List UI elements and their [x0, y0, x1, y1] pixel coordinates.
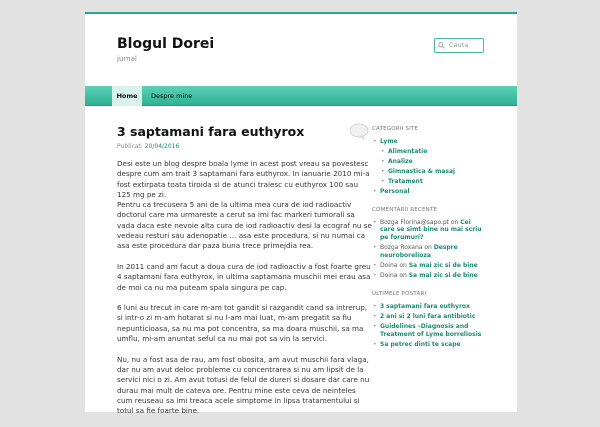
site-description: jurnal: [117, 55, 137, 63]
post-meta: [117, 143, 373, 150]
nav-about[interactable]: Despre mine: [151, 92, 193, 100]
main-navigation: [85, 86, 517, 106]
comment-post-link[interactable]: Cei care se simt bine nu mai scriu pe forumuri?: [380, 218, 482, 242]
comment-connector: on: [448, 218, 461, 226]
site-title[interactable]: Blogul Dorei: [117, 36, 215, 52]
subcategory-link[interactable]: Tratament: [388, 177, 423, 185]
recent-post-item: [372, 323, 484, 339]
category-item: [372, 138, 484, 186]
recent-post-item: [372, 303, 484, 311]
comment-author: Bozga Florina@sapo.pt: [380, 218, 449, 226]
subcategory-link[interactable]: Gimnastica & masaj: [388, 167, 456, 175]
comment-post-link[interactable]: Despre neuroborelioza: [380, 244, 458, 260]
recent-post-link[interactable]: 3 saptamani fara euthyrox: [380, 302, 470, 310]
comment-item: [372, 262, 484, 270]
comment-post-link[interactable]: Sa mai zic si de bine: [408, 262, 478, 270]
post-paragraph: Desi este un blog despre boala lyme in acest post vreau sa povestesc despre cum am trait 3 saptamani fara euthyrox. In ianuarie 2010 mi-a fost extirpata toata tiroida si de atunci traiesc cu euthyrox 100 sau 125 mg pe zi.: [117, 159, 370, 199]
comment-author: Doina: [380, 262, 398, 270]
subcategory-item: [380, 178, 484, 186]
category-link[interactable]: Personal: [380, 187, 410, 195]
post-paragraph: 6 luni au trecut in care m-am tot gandit si razgandit cand sa intrerup, si intr-o zi m-am hotarat si nu l-am mai luat, m-am pregatit sa fiu nepunticioasa, sa nu ma pot concentra, sa ma doara muschii, sa ma umflu, mi-am anuntat seful ca nu mai pot sa vin la servici.: [117, 303, 368, 344]
comment-connector: on: [397, 262, 409, 270]
widget-title: CATEGORII SITE: [372, 126, 419, 132]
subcategory-link[interactable]: Analize: [388, 157, 413, 165]
search-placeholder: Cauta: [449, 41, 469, 49]
comment-author: Doina: [380, 272, 398, 280]
search-icon: [438, 42, 445, 49]
category-link[interactable]: Lyme: [380, 137, 398, 145]
post-paragraph: Nu, nu a fost asa de rau, am fost obosita, am avut muschii fara vlaga, dar nu am avut deloc probleme cu concentrarea si nu am lipsit de la servici nici o zi. Am avut totusi de felul de dureri si dosare dar care nu durau mai mult de cateva ore. Pentru mine este ceva de neinteles cum reuseau sa imi treaca acele simptome in lipsa tratamentului si totul sa fie foarte bine.: [117, 354, 370, 416]
site-header: [85, 14, 517, 88]
sidebar: [372, 126, 484, 360]
comment-post-link[interactable]: Sa mai zic si de bine: [408, 272, 478, 280]
post-body: [117, 159, 373, 416]
recent-comments-widget: [372, 207, 484, 280]
search-input[interactable]: [434, 38, 484, 53]
recent-post-link[interactable]: 2 ani si 2 luni fara antibiotic: [380, 312, 476, 320]
published-label: Publicat:: [117, 143, 145, 150]
recent-posts-widget: [372, 291, 484, 349]
comment-bubble-icon[interactable]: [349, 123, 369, 140]
subcategory-item: [380, 158, 484, 166]
recent-post-item: [372, 313, 484, 321]
nav-home[interactable]: Home: [112, 86, 142, 106]
subcategory-link[interactable]: Alimentatie: [388, 147, 428, 155]
recent-post-item: [372, 341, 484, 349]
comment-connector: on: [397, 272, 409, 280]
comment-author: Bozga Roxana: [380, 244, 423, 252]
widget-title: ULTIMELE POSTARI: [372, 291, 427, 298]
subcategory-item: [380, 168, 484, 176]
categories-widget: [372, 126, 484, 196]
post-date[interactable]: 20/04/2016: [144, 143, 180, 150]
post-paragraph: In 2011 cand am facut a doua cura de iod radioactiv a fost foarte greu 4 saptamani fara euthyrox, in ultima saptamana muschii mei erau asa de moi ca nu ma puteam spala singura pe cap.: [117, 261, 371, 292]
comment-item: [372, 219, 484, 242]
post-article: [117, 124, 373, 427]
page-container: [85, 12, 517, 416]
comment-item: [372, 244, 484, 260]
comment-item: [372, 272, 484, 280]
recent-post-link[interactable]: Guidelines –Diagnosis and Treatment of Lyme borreliosis: [380, 323, 482, 338]
recent-post-link[interactable]: Sa petrec dinti te scape: [380, 340, 461, 348]
category-item: [372, 188, 484, 196]
widget-title: COMENTARII RECENTE: [372, 206, 438, 213]
subcategory-item: [380, 148, 484, 156]
comment-connector: on: [422, 244, 434, 252]
post-paragraph: Pentru ca trecusera 5 ani de la ultima mea cura de iod radioactiv doctorul care ma urmareste a cerut sa imi fac markeri tumorali sa vada daca este nevoie alta cura de iod radioactiv desi la ecograf nu se vedeau resturi sau adenopatie … asa este procedura, si nu numai ca asa este procedura dar paza buna trece primejdia rea.: [117, 200, 372, 251]
post-title[interactable]: 3 saptamani fara euthyrox: [117, 124, 305, 139]
